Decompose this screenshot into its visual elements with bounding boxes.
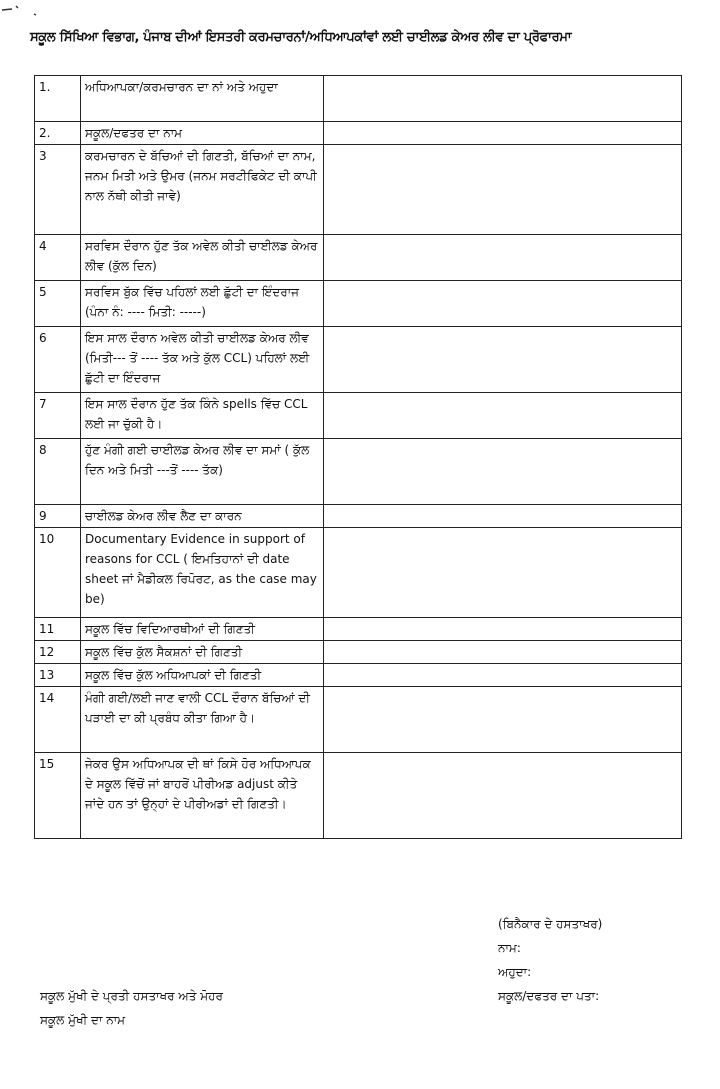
row-answer-field[interactable]: [324, 528, 682, 618]
form-row: [35, 393, 682, 439]
row-number: 11: [35, 618, 81, 641]
row-answer-field[interactable]: [324, 664, 682, 687]
form-row: [35, 235, 682, 281]
form-row: [35, 76, 682, 122]
row-answer-field[interactable]: [324, 235, 682, 281]
row-number: 13: [35, 664, 81, 687]
form-row: [35, 327, 682, 393]
row-number: 12: [35, 641, 81, 664]
row-question: ਸਕੂਲ ਵਿੱਚ ਵਿਦਿਆਰਥੀਆਂ ਦੀ ਗਿਣਤੀ: [81, 618, 324, 641]
row-answer-field[interactable]: [324, 618, 682, 641]
applicant-signature-label: (ਬਿਨੈਕਾਰ ਦੇ ਹਸਤਾਖਰ): [498, 917, 603, 931]
row-question: ਸਰਵਿਸ ਦੌਰਾਨ ਹੁੱਣ ਤੱਕ ਅਵੇਲ ਕੀਤੀ ਚਾਈਲਡ ਕੇਅਰ ਲੀਵ (ਕੁੱਲ ਦਿਨ): [81, 235, 324, 281]
applicant-address-label: ਸਕੂਲ/ਦਫਤਰ ਦਾ ਪਤਾ:: [498, 989, 600, 1003]
row-answer-field[interactable]: [324, 327, 682, 393]
form-row: [35, 528, 682, 618]
row-answer-field[interactable]: [324, 122, 682, 145]
row-number: 6: [35, 327, 81, 393]
row-question: ਸਕੂਲ/ਦਫਤਰ ਦਾ ਨਾਮ: [81, 122, 324, 145]
row-question: ਚਾਈਲਡ ਕੇਅਰ ਲੀਵ ਲੈਣ ਦਾ ਕਾਰਨ: [81, 505, 324, 528]
applicant-designation-label: ਅਹੁਦਾ:: [498, 965, 532, 979]
form-row: [35, 122, 682, 145]
form-row: [35, 281, 682, 327]
row-answer-field[interactable]: [324, 687, 682, 753]
row-answer-field[interactable]: [324, 281, 682, 327]
row-question: ਜੇਕਰ ਉਸ ਅਧਿਆਪਕ ਦੀ ਥਾਂ ਕਿਸੇ ਹੋਰ ਅਧਿਆਪਕ ਦੇ ਸਕੂਲ ਵਿੱਚੋਂ ਜਾਂ ਬਾਹਰੋਂ ਪੀਰੀਅਡ adjust ਕੀਤੇ ਜਾਂਦੇ ਹਨ ਤਾਂ ਉਨ੍ਹਾਂ ਦੇ ਪੀਰੀਅਡਾਂ ਦੀ ਗਿਣਤੀ।: [81, 753, 324, 839]
row-question: ਇਸ ਸਾਲ ਦੌਰਾਨ ਅਵੇਲ ਕੀਤੀ ਚਾਈਲਡ ਕੇਅਰ ਲੀਵ (ਮਿਤੀ--- ਤੋਂ ---- ਤੱਕ ਅਤੇ ਕੁੱਲ CCL) ਪਹਿਲਾਂ ਲਈ ਛੁੱਟੀ ਦਾ ਇੰਦਰਾਜ: [81, 327, 324, 393]
row-number: 10: [35, 528, 81, 618]
row-answer-field[interactable]: [324, 145, 682, 235]
head-name-label: ਸਕੂਲ ਮੁੱਖੀ ਦਾ ਨਾਮ: [40, 1013, 126, 1027]
row-number: 2.: [35, 122, 81, 145]
row-answer-field[interactable]: [324, 76, 682, 122]
form-row: [35, 641, 682, 664]
row-question: ਇਸ ਸਾਲ ਦੌਰਾਨ ਹੁੱਣ ਤੱਕ ਕਿੰਨੇ spells ਵਿੱਚ CCL ਲਈ ਜਾ ਚੁੱਕੀ ਹੈ।: [81, 393, 324, 439]
row-answer-field[interactable]: [324, 393, 682, 439]
form-row: [35, 664, 682, 687]
applicant-name-label: ਨਾਮ:: [498, 941, 521, 955]
pen-mark: [0, 0, 40, 22]
row-question: ਸਕੂਲ ਵਿੱਚ ਕੁੱਲ ਅਧਿਆਪਕਾਂ ਦੀ ਗਿਣਤੀ: [81, 664, 324, 687]
row-number: 15: [35, 753, 81, 839]
row-number: 1.: [35, 76, 81, 122]
row-question: ਹੁੱਣ ਮੰਗੀ ਗਈ ਚਾਈਲਡ ਕੇਅਰ ਲੀਵ ਦਾ ਸਮਾਂ ( ਕੁੱਲ ਦਿਨ ਅਤੇ ਮਿਤੀ ---ਤੋਂ ---- ਤੱਕ): [81, 439, 324, 505]
form-row: [35, 753, 682, 839]
row-number: 8: [35, 439, 81, 505]
row-answer-field[interactable]: [324, 641, 682, 664]
row-number: 3: [35, 145, 81, 235]
applicant-signature-block: [498, 912, 602, 1008]
row-number: 4: [35, 235, 81, 281]
row-question: ਮੰਗੀ ਗਈ/ਲਈ ਜਾਣ ਵਾਲੀ CCL ਦੌਰਾਨ ਬੱਚਿਆਂ ਦੀ ਪੜਾਈ ਦਾ ਕੀ ਪ੍ਰਬੰਧ ਕੀਤਾ ਗਿਆ ਹੈ।: [81, 687, 324, 753]
row-question: ਅਧਿਆਪਕਾ/ਕਰਮਚਾਰਨ ਦਾ ਨਾਂ ਅਤੇ ਅਹੁਦਾ: [81, 76, 324, 122]
form-title: ਸਕੂਲ ਸਿੱਖਿਆ ਵਿਭਾਗ, ਪੰਜਾਬ ਦੀਆਂ ਇਸਤਰੀ ਕਰਮਚਾਰਨਾਂ/ਅਧਿਆਪਕਾਂਵਾਂ ਲਈ ਚਾਈਲਡ ਕੇਅਰ ਲੀਵ ਦਾ ਪ੍ਰੋਫਾਰਮਾ: [30, 30, 572, 45]
form-row: [35, 439, 682, 505]
row-question: Documentary Evidence in support of reasons for CCL ( ਇਮਤਿਹਾਨਾਂ ਦੀ date sheet ਜਾਂ ਮੈਡੀਕਲ ਰਿਪੋਰਟ, as the case may be): [81, 528, 324, 618]
form-row: [35, 687, 682, 753]
row-question: ਸਰਵਿਸ ਬੁੱਕ ਵਿੱਚ ਪਹਿਲਾਂ ਲਈ ਛੁੱਟੀ ਦਾ ਇੰਦਰਾਜ (ਪੰਨਾ ਨੰ: ---- ਮਿਤੀ: -----): [81, 281, 324, 327]
row-number: 7: [35, 393, 81, 439]
row-number: 5: [35, 281, 81, 327]
row-number: 9: [35, 505, 81, 528]
form-row: [35, 145, 682, 235]
head-countersign-label: ਸਕੂਲ ਮੁੱਖੀ ਦੇ ਪ੍ਰਤੀ ਹਸਤਾਖਰ ਅਤੇ ਮੋਹਰ: [40, 989, 223, 1003]
form-row: [35, 618, 682, 641]
school-head-block: [40, 984, 223, 1032]
row-question: ਕਰਮਚਾਰਨ ਦੇ ਬੱਚਿਆਂ ਦੀ ਗਿਣਤੀ, ਬੱਚਿਆਂ ਦਾ ਨਾਮ, ਜਨਮ ਮਿਤੀ ਅਤੇ ਉਮਰ (ਜਨਮ ਸਰਟੀਫਿਕੇਟ ਦੀ ਕਾਪੀ ਨਾਲ ਨੱਥੀ ਕੀਤੀ ਜਾਵੇ): [81, 145, 324, 235]
row-number: 14: [35, 687, 81, 753]
row-question: ਸਕੂਲ ਵਿੱਚ ਕੁੱਲ ਸੈਕਸ਼ਨਾਂ ਦੀ ਗਿਣਤੀ: [81, 641, 324, 664]
row-answer-field[interactable]: [324, 753, 682, 839]
form-row: [35, 505, 682, 528]
proforma-table: [34, 75, 682, 839]
row-answer-field[interactable]: [324, 439, 682, 505]
row-answer-field[interactable]: [324, 505, 682, 528]
